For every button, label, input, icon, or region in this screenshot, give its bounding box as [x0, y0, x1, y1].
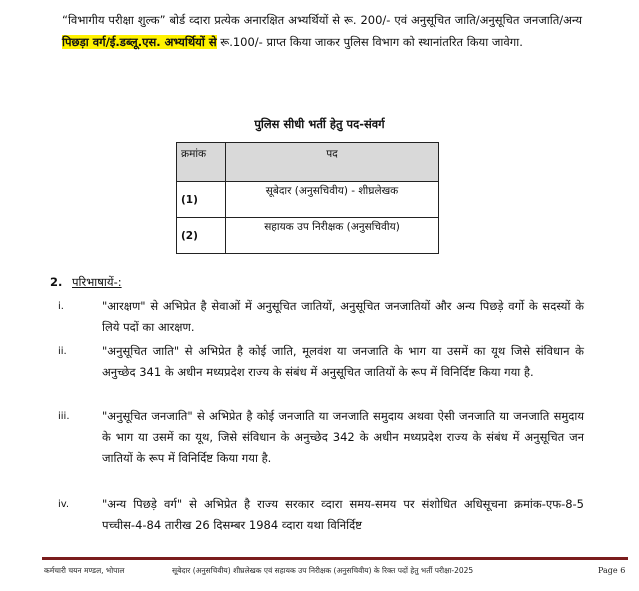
table-row — [177, 182, 439, 218]
fee-text-end: रू.100/- प्राप्त किया जाकर पुलिस विभाग को स्थानांतरित किया जावेगा. — [216, 34, 523, 49]
fee-paragraph — [62, 10, 582, 53]
roman-numeral: i. — [58, 301, 64, 312]
definition-text: "अन्य पिछड़े वर्ग" से अभिप्रेत है राज्य सरकार व्दारा समय-समय पर संशोधित अधिसूचना क्रमांक-एफ-8-5 पच्चीस-4-84 तारीख 26 दिसम्बर 1984 व्दारा यथा विनिर्दिष्ट — [102, 497, 584, 532]
roman-numeral: ii. — [58, 346, 67, 357]
row-post: सहायक उप निरीक्षक (अनुसचिवीय) — [226, 218, 439, 254]
section-heading — [50, 275, 122, 290]
fee-highlighted-text: पिछड़ा वर्ग/ई.डब्लू.एस. अभ्यर्थियों से — [62, 34, 217, 49]
definition-text: "अनुसूचित जनजाति" से अभिप्रेत है कोई जनजाति या जनजाति समुदाय अथवा ऐसी जनजाति या जनजाति समुदाय के भाग या उसमें का यूथ, जिसे संविधान के अनुच्छेद 342 के अधीन मध्यप्रदेश राज्य के संबंध में अनुसूचित जन जातियों के रूप में विनिर्दिष्ट किया गया है. — [102, 409, 584, 465]
header-post: पद — [226, 143, 439, 182]
page-number: Page 6 — [598, 566, 626, 575]
row-serial: (2) — [177, 218, 226, 254]
section-title: परिभाषायें-: — [72, 275, 122, 289]
definition-item — [58, 296, 584, 338]
definition-item — [58, 341, 584, 383]
header-serial: क्रमांक — [177, 143, 226, 182]
fee-text-start: “विभागीय परीक्षा शुल्क” बोर्ड व्दारा प्रत्येक अनारक्षित अभ्यर्थियों से रू. 200/- एवं अनुसूचित जाति/अनुसूचित जनजाति/अन्य — [62, 13, 582, 27]
table-row — [177, 218, 439, 254]
roman-numeral: iii. — [58, 411, 70, 422]
section-number: 2. — [50, 275, 63, 289]
table-header-row — [177, 143, 439, 182]
definition-item — [58, 494, 584, 536]
definition-text: "अनुसूचित जाति" से अभिप्रेत है कोई जाति, मूलवंश या जनजाति के भाग या उसमें का यूथ जिसे संविधान के अनुच्छेद 341 के अधीन मध्यप्रदेश राज्य के संबंध में अनुसूचित जातियों के रूप में विनिर्दिष्ट किया गया है. — [102, 344, 584, 379]
posts-table — [176, 142, 439, 254]
roman-numeral: iv. — [58, 499, 70, 510]
footer-organization: कर्मचारी चयन मण्डल, भोपाल — [44, 566, 125, 575]
footer-exam-title: सूबेदार (अनुसचिवीय) शीघ्रलेखक एवं सहायक उप निरीक्षक (अनुसचिवीय) के रिक्त पदों हेतु भर्ती परीक्षा-2025 — [172, 566, 474, 575]
row-post: सूबेदार (अनुसचिवीय) - शीघ्रलेखक — [226, 182, 439, 218]
definition-text: "आरक्षण" से अभिप्रेत है सेवाओं में अनुसूचित जातियों, अनुसूचित जनजातियों और अन्य पिछड़े वर्गो के सदस्यों के लिये पदों का आरक्षण. — [102, 299, 584, 334]
definition-item — [58, 406, 584, 469]
row-serial: (1) — [177, 182, 226, 218]
table-title: पुलिस सीधी भर्ती हेतु पद-संवर्ग — [254, 117, 385, 131]
footer-divider — [42, 557, 628, 560]
